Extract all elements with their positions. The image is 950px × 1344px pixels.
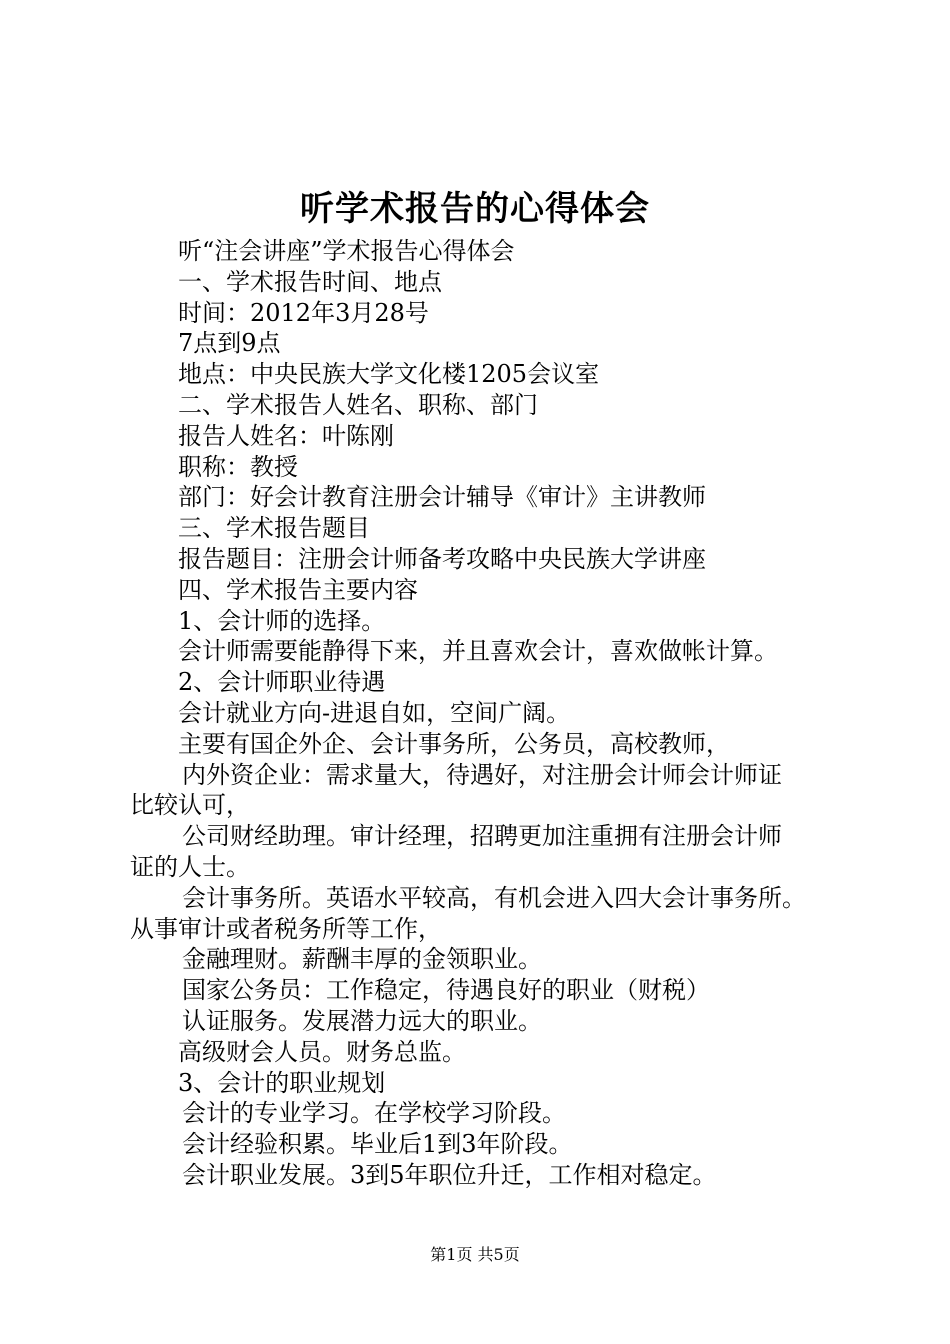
page-number-footer: 第1页 共5页 bbox=[430, 1245, 520, 1264]
paragraph-line: 3、会计的职业规划 bbox=[178, 1068, 386, 1097]
document-body bbox=[130, 236, 860, 1191]
paragraph-line: 听“注会讲座”学术报告心得体会 bbox=[178, 237, 515, 265]
paragraph-line: 二、学术报告人姓名、职称、部门 bbox=[178, 390, 538, 419]
paragraph-line: 国家公务员：工作稳定，待遇良好的职业（财税） bbox=[182, 976, 710, 1005]
paragraph-line: 时间：2012年3月28号 bbox=[178, 298, 429, 327]
paragraph-line: 内外资企业：需求量大，待遇好，对注册会计师会计师证 bbox=[182, 760, 782, 789]
paragraph-line: 主要有国企外企、会计事务所，公务员，高校教师， bbox=[178, 729, 730, 758]
paragraph-line: 三、学术报告题目 bbox=[178, 514, 370, 543]
paragraph-line: 金融理财。薪酬丰厚的金领职业。 bbox=[182, 945, 542, 974]
paragraph-line: 地点：中央民族大学文化楼1205会议室 bbox=[178, 360, 600, 389]
paragraph-line: 证的人士。 bbox=[130, 852, 250, 881]
paragraph-line: 从事审计或者税务所等工作， bbox=[130, 914, 442, 943]
paragraph-line: 会计事务所。英语水平较高，有机会进入四大会计事务所。 bbox=[182, 883, 806, 912]
paragraph-line: 会计经验积累。毕业后1到3年阶段。 bbox=[182, 1130, 573, 1159]
paragraph-line: 报告人姓名：叶陈刚 bbox=[178, 421, 394, 450]
paragraph-line: 会计就业方向-进退自如，空间广阔。 bbox=[178, 698, 571, 727]
paragraph-line: 会计职业发展。3到5年职位升迁，工作相对稳定。 bbox=[182, 1160, 717, 1189]
paragraph-line: 比较认可， bbox=[130, 791, 250, 820]
paragraph-line: 公司财经助理。审计经理，招聘更加注重拥有注册会计师 bbox=[182, 822, 782, 851]
paragraph-line: 1、会计师的选择。 bbox=[178, 606, 386, 635]
document-title: 听学术报告的心得体会 bbox=[300, 189, 650, 229]
paragraph-line: 高级财会人员。财务总监。 bbox=[178, 1037, 466, 1066]
paragraph-line: 2、会计师职业待遇 bbox=[178, 668, 386, 697]
paragraph-line: 四、学术报告主要内容 bbox=[178, 575, 418, 604]
paragraph-line: 部门：好会计教育注册会计辅导《审计》主讲教师 bbox=[178, 483, 706, 512]
paragraph-line: 职称：教授 bbox=[178, 452, 298, 481]
paragraph-line: 7点到9点 bbox=[178, 329, 281, 358]
paragraph-line: 会计的专业学习。在学校学习阶段。 bbox=[182, 1099, 566, 1128]
paragraph-line: 认证服务。发展潜力远大的职业。 bbox=[182, 1006, 542, 1035]
paragraph-line: 报告题目：注册会计师备考攻略中央民族大学讲座 bbox=[178, 544, 706, 573]
paragraph-line: 一、学术报告时间、地点 bbox=[178, 267, 442, 296]
paragraph-line: 会计师需要能静得下来，并且喜欢会计，喜欢做帐计算。 bbox=[178, 637, 778, 666]
